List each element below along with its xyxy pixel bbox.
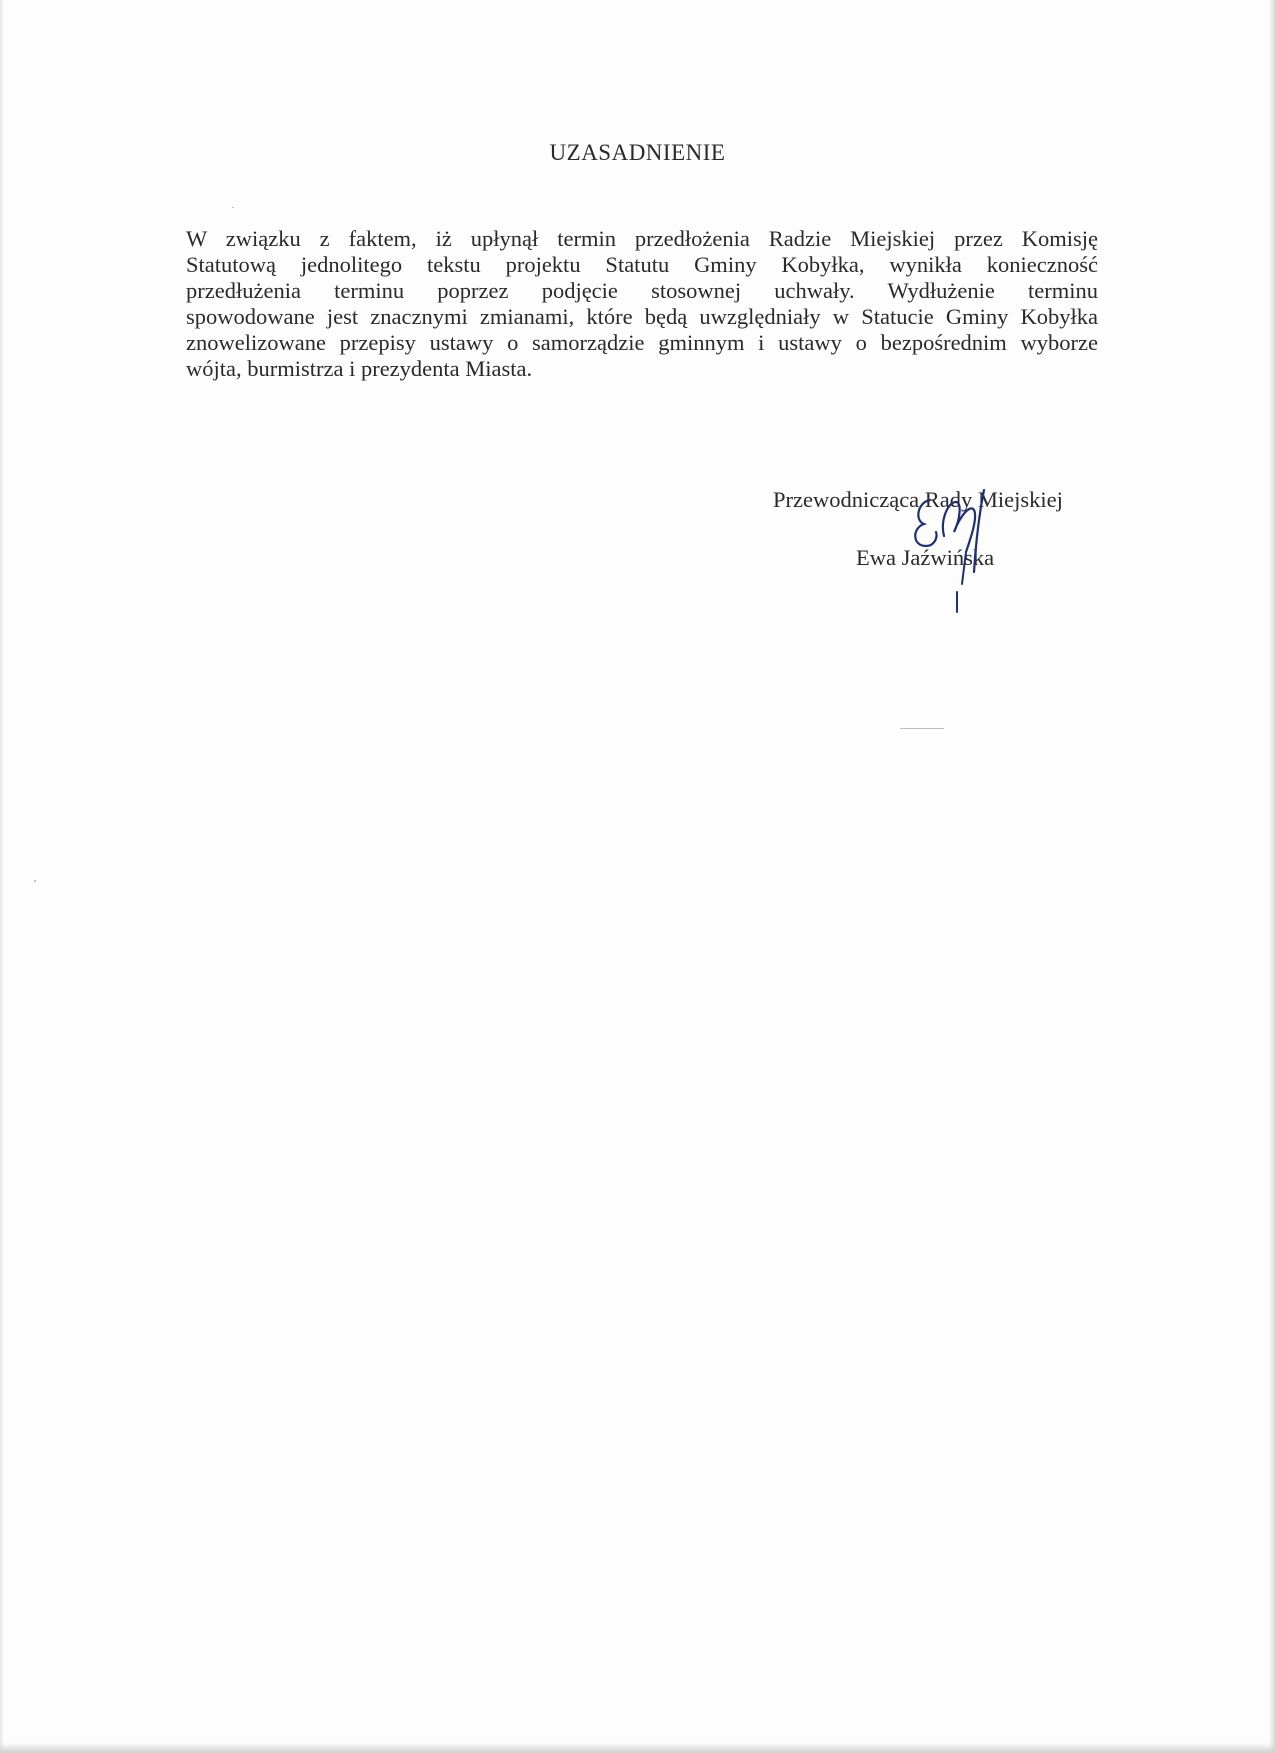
scan-artifact	[34, 880, 36, 882]
paragraph-line: Statutową jednolitego tekstu projektu Statutu Gminy Kobyłka, wynikła konieczność	[186, 252, 1098, 277]
paragraph-line: przedłużenia terminu poprzez podjęcie stosownej uchwały. Wydłużenie terminu	[186, 278, 1098, 303]
scan-artifact	[232, 207, 234, 208]
paragraph-line: wójta, burmistrza i prezydenta Miasta.	[186, 356, 533, 381]
scan-shadow-right	[1269, 0, 1275, 1753]
justification-paragraph	[186, 226, 1098, 382]
signatory-name: Ewa Jaźwińska	[856, 545, 995, 570]
paragraph-line: znowelizowane przepisy ustawy o samorządzie gminnym i ustawy o bezpośrednim wyborze	[186, 330, 1098, 355]
scan-artifact	[900, 728, 944, 729]
signatory-role: Przewodnicząca Rady Miejskiej	[773, 487, 1063, 512]
scan-shadow-bottom	[0, 1743, 1275, 1753]
scan-shadow-left	[0, 0, 4, 1753]
paragraph-line: spowodowane jest znacznymi zmianami, które będą uwzględniały w Statucie Gminy Kobyłka	[186, 304, 1098, 329]
handwritten-signature	[900, 480, 1010, 630]
paragraph-line: W związku z faktem, iż upłynął termin przedłożenia Radzie Miejskiej przez Komisję	[186, 226, 1098, 251]
document-title: UZASADNIENIE	[549, 140, 726, 165]
